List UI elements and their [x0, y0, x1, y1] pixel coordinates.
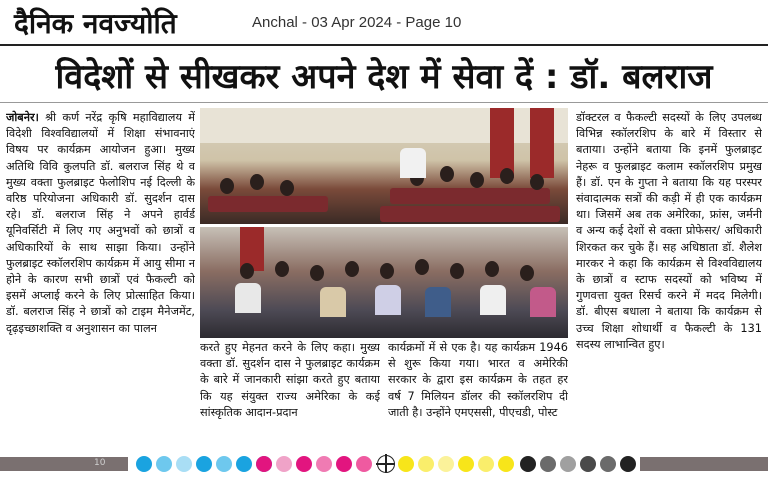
color-swatch — [398, 456, 414, 472]
color-swatch — [418, 456, 434, 472]
color-swatch — [136, 456, 152, 472]
color-swatch — [438, 456, 454, 472]
grey-strip-left — [0, 457, 128, 471]
column-3-text: कार्यक्रमों में से एक है। यह कार्यक्रम 1946 से शुरू किया गया। भारत व अमेरिकी सरकार के द्वारा इस कार्यक्रम के तहत हर वर्ष 7 मिलियन डॉलर की स्कॉलरशिप दी जाती है। उन्होंने एमएससी, पीएचडी, पोस्ट — [388, 341, 568, 419]
article-headline: विदेशों से सीखकर अपने देश में सेवा दें : डॉ. बलराज — [55, 57, 713, 97]
color-swatch — [600, 456, 616, 472]
color-swatch — [236, 456, 252, 472]
color-swatch — [458, 456, 474, 472]
color-swatch — [580, 456, 596, 472]
color-swatch — [498, 456, 514, 472]
headline-rule — [0, 102, 768, 103]
grey-strip-right — [640, 457, 768, 471]
article-column-1 — [6, 110, 195, 454]
color-swatch — [156, 456, 172, 472]
registration-target-icon — [377, 455, 395, 473]
color-swatch — [540, 456, 556, 472]
masthead — [0, 0, 768, 46]
article-column-2 — [200, 340, 380, 454]
color-swatch — [478, 456, 494, 472]
color-swatch — [296, 456, 312, 472]
color-swatch — [520, 456, 536, 472]
article-column-4 — [576, 110, 762, 454]
column-2-text: करते हुए मेहनत करने के लिए कहा। मुख्य वक्ता डॉ. सुदर्शन दास ने फुलब्राइट कार्यक्रम के बारे में जानकारी सांझा करते हुए बताया कि यह संयुक्त राज्य अमेरिका के कई सांस्कृतिक आदान-प्रदान — [200, 341, 380, 419]
color-swatch — [276, 456, 292, 472]
color-swatch — [176, 456, 192, 472]
color-swatch — [216, 456, 232, 472]
color-swatch — [356, 456, 372, 472]
color-swatch — [560, 456, 576, 472]
color-swatch — [196, 456, 212, 472]
newspaper-name: दैनिक नवज्योति — [14, 7, 177, 40]
top-rule — [0, 44, 768, 46]
color-swatch — [316, 456, 332, 472]
article-column-3 — [388, 340, 568, 454]
edition-line: Anchal - 03 Apr 2024 - Page 10 — [252, 14, 462, 31]
dateline: जोबनेर। — [6, 111, 39, 124]
event-photo-stage — [200, 108, 568, 224]
color-swatch — [256, 456, 272, 472]
color-swatch — [620, 456, 636, 472]
page-marker: 10 — [94, 458, 106, 468]
event-photo-audience — [200, 227, 568, 338]
column-4-text: डॉक्टरल व फैकल्टी सदस्यों के लिए उपलब्ध विभिन्न स्कॉलरशिप के बारे में विस्तार से बताया। उन्होंने बताया कि इनमें फुलब्राइट नेहरू व फुलब्राइट कलाम स्कॉलरशिप प्रमुख हैं। डॉ. एन के गुप्ता ने बताया कि यह परस्पर संवादात्मक सत्रों की कड़ी में ही एक कार्यक्रम था। जिसमें अब तक अमेरिका, फ्रांस, जर्मनी व अन्य कई देशों से वक्ता प्रोफेसर/ अधिकारी शिरकत कर चुके हैं। सह अधिष्ठाता डॉ. शैलेश मारकर ने कहा कि कार्यक्रम से विश्वविद्यालय के छात्रों व स्टाफ सदस्यों को भविष्य में गुणवत्ता युक्त रिसर्च करने में मदद मिलेगी। डॉ. बीएस बधाला ने बताया कि कार्यक्रम से उच्च शिक्षा शोधार्थी व फैकल्टी के 131 सदस्य लाभान्वित हुए। — [576, 111, 762, 351]
column-1-text: श्री कर्ण नरेंद्र कृषि महाविद्यालय में विदेशी विश्वविद्यालयों में शिक्षा संभावनाएं विषय पर कार्यक्रम आयोजन हुआ। मुख्य अतिथि विवि कुलपति डॉ. बलराज सिंह थे व मुख्य वक्ता फुलब्राइट फेलोशिप नई दिल्ली के वरिष्ठ परियोजना अधिकारी डॉ. सुदर्शन दास रहे। डॉ. बलराज सिंह ने अपने हार्वर्ड यूनिवर्सिटी में लिए गए अनुभवों को छात्रों व अधिकारियों के साथ साझा किया। उन्होंने फुलब्राइट स्कॉलरशिप कार्यक्रम में आयु सीमा न होने के कारण सभी छात्रों एवं फैकल्टी को इसमें अप्लाई करने के लिए प्रोत्साहित किया। डॉ. बलराज सिंह ने छात्रों को टाइम मैनेजमेंट, दृढ़इच्छाशक्ति व अनुशासन का पालन — [6, 111, 195, 335]
color-swatch — [336, 456, 352, 472]
